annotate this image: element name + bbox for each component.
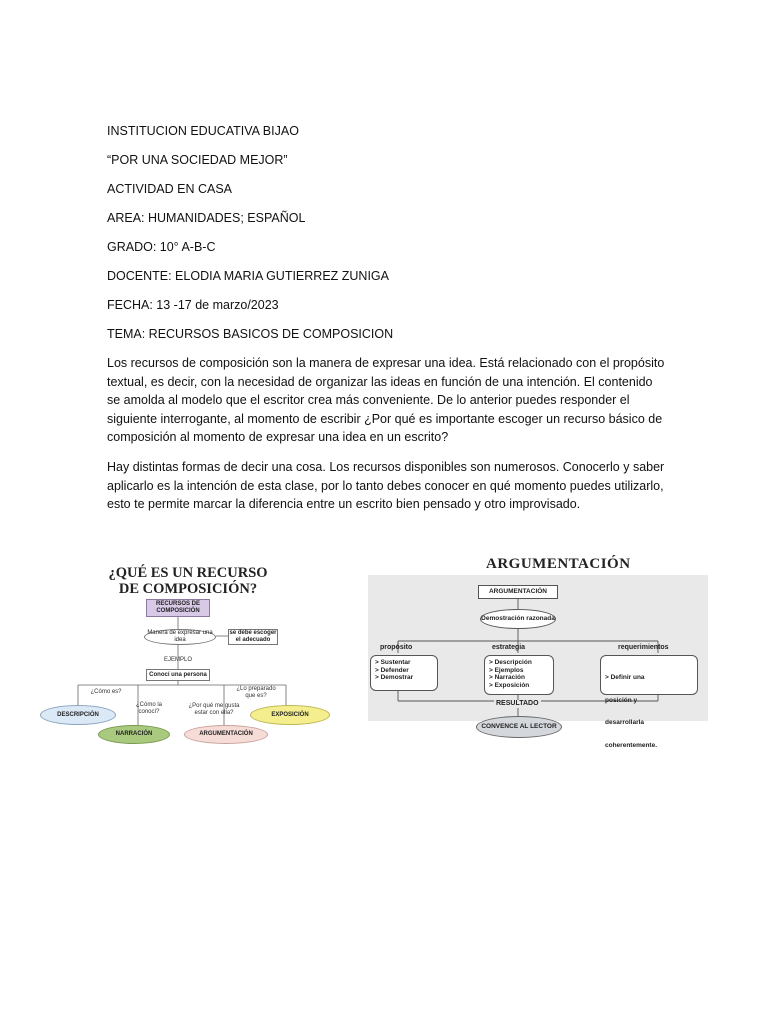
strategy-label: estrategia <box>492 644 526 651</box>
argumentation-diagram <box>368 553 708 749</box>
requirements-item: > Definir una <box>605 674 645 681</box>
resources-box: RECURSOS DE COMPOSICIÓN <box>146 599 210 617</box>
paragraph-1 <box>107 354 667 447</box>
question-why-like: ¿Por qué me gusta estar con ella? <box>188 703 240 716</box>
question-how-met: ¿Cómo la conocí? <box>135 702 162 715</box>
requirements-item: desarrollarla <box>605 719 645 726</box>
choose-adequate-box: se debe escoger el adecuado <box>229 630 277 643</box>
purpose-label: propósito <box>380 644 413 651</box>
express-idea-oval: Manera de expresar una idea <box>144 629 216 645</box>
requirements-list <box>600 655 698 749</box>
result-label: RESULTADO <box>496 700 539 707</box>
teacher-line: DOCENTE: ELODIA MARIA GUTIERREZ ZUNIGA <box>107 269 389 283</box>
convince-reader-oval: CONVENCE AL LECTOR <box>476 716 562 738</box>
requirements-label: requerimientos <box>618 644 669 651</box>
strategy-item: > Descripción <box>489 659 532 666</box>
question-how-is: ¿Cómo es? <box>90 689 122 695</box>
paragraph-2-text: Hay distintas formas de decir una cosa. Los recursos disponibles son numerosos. Conocerlo y saber aplicarlo es la intención de esta clase, por lo tanto debes conocer en qué momento puedes utilizarlo, esto te permite marcar la diferencia entre un escrito bien pensado y otro improvisado. <box>107 460 665 511</box>
paragraph-1-text: Los recursos de composición son la manera de expresar una idea. Está relacionado con el propósito textual, es decir, con la necesidad de organizar las ideas en función de una intención. El contenido se amolda al modelo que el escritor crea más conveniente. De lo anterior puedes responder el siguiente interrogante, al momento de escribir ¿Por qué es importante escoger un recurso básico de composición al momento de expresar una idea en un escrito? <box>107 356 665 444</box>
strategy-item: > Narración <box>489 674 525 681</box>
purpose-list <box>370 655 438 691</box>
paragraph-2 <box>107 458 667 514</box>
strategy-item: > Exposición <box>489 681 530 689</box>
question-prepared: ¿Lo preparado que es? <box>236 686 276 699</box>
left-diagram-title-2: DE COMPOSICIÓN? <box>118 581 258 597</box>
purpose-item: > Sustentar <box>375 659 411 666</box>
example-label: EJEMPLO <box>163 657 192 663</box>
requirements-item: posición y <box>605 696 638 704</box>
left-diagram-title-1: ¿QUÉ ES UN RECURSO <box>108 565 268 581</box>
area-line: AREA: HUMANIDADES; ESPAÑOL <box>107 211 306 225</box>
institution-motto: “POR UNA SOCIEDAD MEJOR” <box>107 153 288 167</box>
descripcion-oval: DESCRIPCIÓN <box>40 705 116 725</box>
topic-line: TEMA: RECURSOS BASICOS DE COMPOSICION <box>107 327 394 341</box>
purpose-item: > Demostrar <box>375 674 414 681</box>
strategy-item: > Ejemplos <box>489 666 524 674</box>
institution-name: INSTITUCION EDUCATIVA BIJAO <box>107 124 299 138</box>
reasoned-demonstration-oval: Demostración razonada <box>480 609 556 629</box>
date-line: FECHA: 13 -17 de marzo/2023 <box>107 298 279 312</box>
requirements-item: coherentemente. <box>605 741 658 749</box>
narracion-oval: NARRACIÓN <box>98 725 170 744</box>
composition-resource-diagram <box>38 555 338 745</box>
activity-line: ACTIVIDAD EN CASA <box>107 182 233 196</box>
example-box: Conocí una persona <box>146 669 210 681</box>
grade-line: GRADO: 10° A-B-C <box>107 240 216 254</box>
right-diagram-title: ARGUMENTACIÓN <box>486 556 631 572</box>
strategy-list <box>484 655 554 695</box>
purpose-item: > Defender <box>375 666 409 674</box>
argumentacion-oval: ARGUMENTACIÓN <box>184 725 268 744</box>
exposicion-oval: EXPOSICIÓN <box>250 705 330 725</box>
argumentation-top-box: ARGUMENTACIÓN <box>478 585 558 599</box>
